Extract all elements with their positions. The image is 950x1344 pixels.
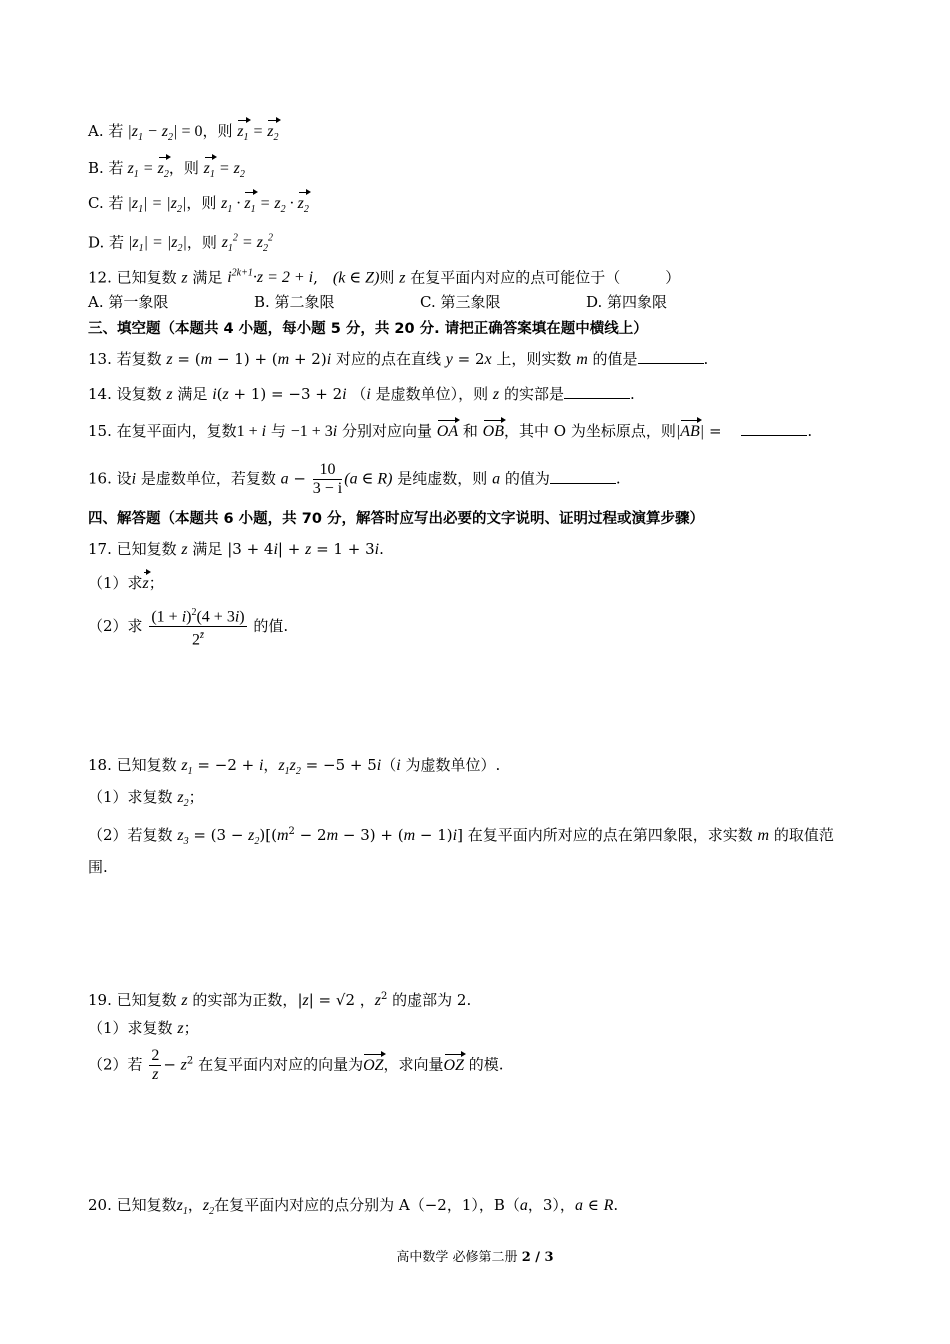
q19-part-1: （1）求复数 z；: [88, 1019, 199, 1037]
q11-option-a: A. 若 $|z_1 - z_2| = 0$，则 $z_1 = z_2$: [88, 121, 279, 148]
q12-options: [88, 292, 752, 312]
q12-option-a: A. 第一象限: [88, 293, 169, 311]
q11-option-c: C. 若 $|z_1| = |z_2|$，则 $z_1 \cdot z_1 = z_2 \cdot z_2$: [88, 193, 309, 220]
q17-stem: 17. 已知复数 z 满足 |3 + 4i| + z = 1 + 3i.: [88, 540, 384, 558]
q13-answer-blank[interactable]: [638, 349, 704, 364]
q18-part-1: （1）求复数 $z_2$；: [88, 788, 204, 810]
q15: 15. 在复平面内，复数1 + i 与 −1 + 3i 分别对应向量 OA 和 OB，其中 O 为坐标原点，则|AB| = .: [88, 422, 813, 440]
q18-stem: 18. 已知复数 $z_1 = -2 + i$，$z_1z_2 = -5 + 5i(i$ 为虚数单位）.: [88, 756, 501, 778]
section-4-heading: 四、解答题（本题共 6 小题，共 70 分，解答时应写出必要的文字说明、证明过程或演算步骤）: [88, 511, 704, 527]
q16: 16. 设i 是虚数单位，若复数 a − $\frac{10}{3 - i}$ (a ∈ R) 是纯虚数，则 a 的值为 .: [88, 461, 621, 497]
q18-part-2-wrap: 围.: [88, 858, 108, 876]
q13: 13. 若复数 z = (m − 1) + (m + 2)i 对应的点在直线 y = 2x 上，则实数 m 的值是 .: [88, 350, 709, 368]
q15-answer-blank[interactable]: [741, 421, 807, 436]
q12-stem: 12. 已知复数 z 满足 $i^{2k+1}\cdot z = 2 + i$, (k ∈ Z)则 z 在复平面内对应的点可能位于（ ）: [88, 268, 681, 287]
q14: 14. 设复数 z 满足 i(z + 1) = −3 + 2i （i 是虚数单位），则 z 的实部是 .: [88, 385, 635, 403]
footer-title: 高中数学 必修第二册: [396, 1250, 522, 1265]
q18-part-2: （2）若复数 $z_3 = (3 - z_2)[(m^2 - 2m - 3) + (m - 1)i]$ 在复平面内所对应的点在第四象限，求实数 m 的取值范: [88, 826, 834, 848]
q17-part-2: （2）求 $\frac{(1 + i)^2(4 + 3i)}{2^{z̄}}$ 的值.: [88, 604, 288, 650]
page-number: 2 / 3: [521, 1250, 554, 1265]
page-footer: [0, 1246, 950, 1265]
q14-answer-blank[interactable]: [564, 384, 630, 399]
q11-option-b: B. 若 $z_1 = z_2$，则 $z_1 = z_2$: [88, 158, 245, 185]
section-3-heading: 三、填空题（本题共 4 小题，每小题 5 分，共 20 分. 请把正确答案填在题中横线上）: [88, 321, 648, 337]
q19-part-2: （2）若 $\frac{2}{z}$ − $z^2$ 在复平面内对应的向量为OZ，求向量OZ 的模.: [88, 1047, 504, 1083]
q11-option-d: D. 若 $|z_1| = |z_2|$，则 $z_1^2 = z_2^2$: [88, 233, 273, 255]
q12-option-c: C. 第三象限: [420, 293, 501, 311]
q16-answer-blank[interactable]: [550, 469, 616, 484]
q20-stem: 20. 已知复数$z_1$，$z_2$在复平面内对应的点分别为 A（−2，1），B（a，3），a ∈ R.: [88, 1196, 619, 1218]
q12-option-d: D. 第四象限: [586, 293, 668, 311]
q17-part-1: （1）求z；: [88, 574, 164, 592]
q12-option-b: B. 第二象限: [254, 293, 335, 311]
q19-stem: 19. 已知复数 z 的实部为正数，|z| = √2 ，$z^2$ 的虚部为 2.: [88, 991, 472, 1009]
